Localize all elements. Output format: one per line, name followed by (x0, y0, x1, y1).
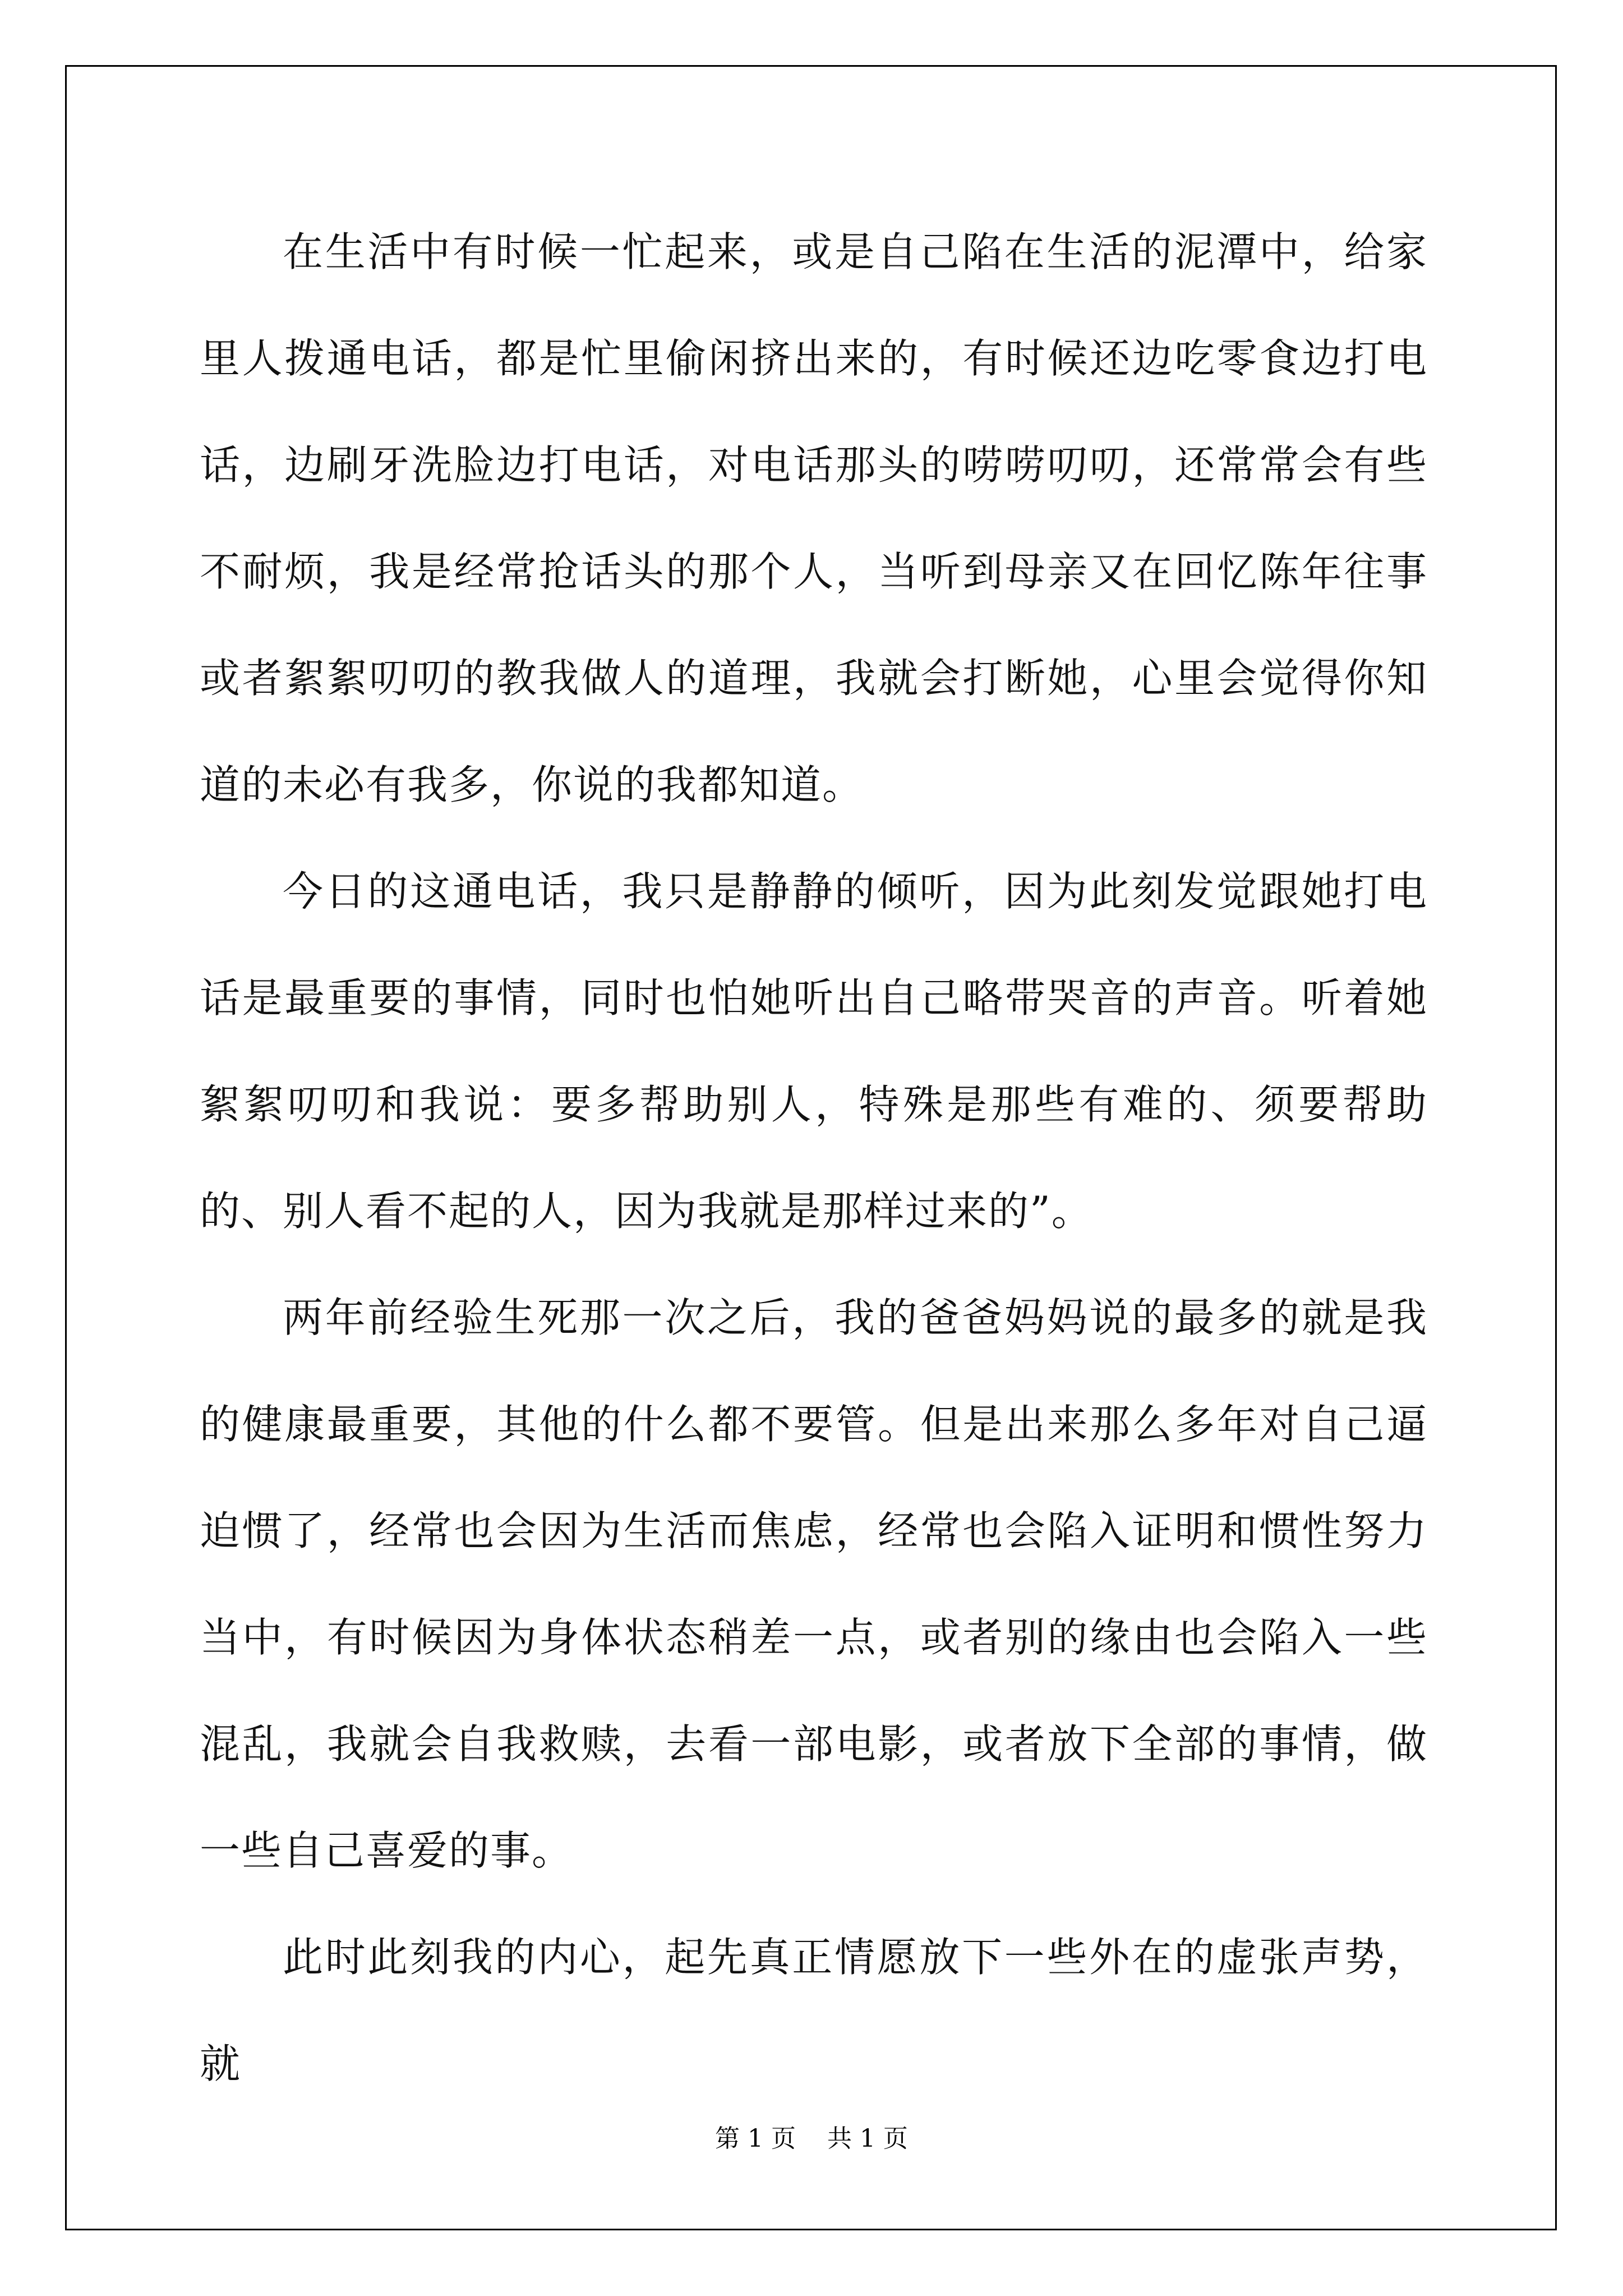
page-number-footer: 第 1 页 共 1 页 (715, 2124, 908, 2153)
paragraph-2: 今日的这通电话，我只是静静的倾听，因为此刻发觉跟她打电话是最重要的事情，同时也怕她听出自己略带哭音的声音。听着她絮絮叨叨和我说：要多帮助别人，特殊是那些有难的、须要帮助的、别人看不起的人，因为我就是那样过来的”。 (200, 868, 1428, 1235)
paragraph-1: 在生活中有时候一忙起来，或是自己陷在生活的泥潭中，给家里人拨通电话，都是忙里偷闲挤出来的，有时候还边吃零食边打电话，边刷牙洗脸边打电话，对电话那头的唠唠叨叨，还常常会有些不耐烦，我是经常抢话头的那个人，当听到母亲又在回忆陈年往事或者絮絮叨叨的教我做人的道理，我就会打断她，心里会觉得你知道的未必有我多，你说的我都知道。 (200, 228, 1428, 808)
paragraph-3: 两年前经验生死那一次之后，我的爸爸妈妈说的最多的就是我的健康最重要，其他的什么都不要管。但是出来那么多年对自己逼迫惯了，经常也会因为生活而焦虑，经常也会陷入证明和惯性努力当中，有时候因为身体状态稍差一点，或者别的缘由也会陷入一些混乱，我就会自我救赎，去看一部电影，或者放下全部的事情，做一些自己喜爱的事。 (200, 1294, 1428, 1874)
document-body (200, 199, 1428, 2117)
paragraph-4: 此时此刻我的内心，起先真正情愿放下一些外在的虚张声势，就 (200, 1934, 1428, 2087)
